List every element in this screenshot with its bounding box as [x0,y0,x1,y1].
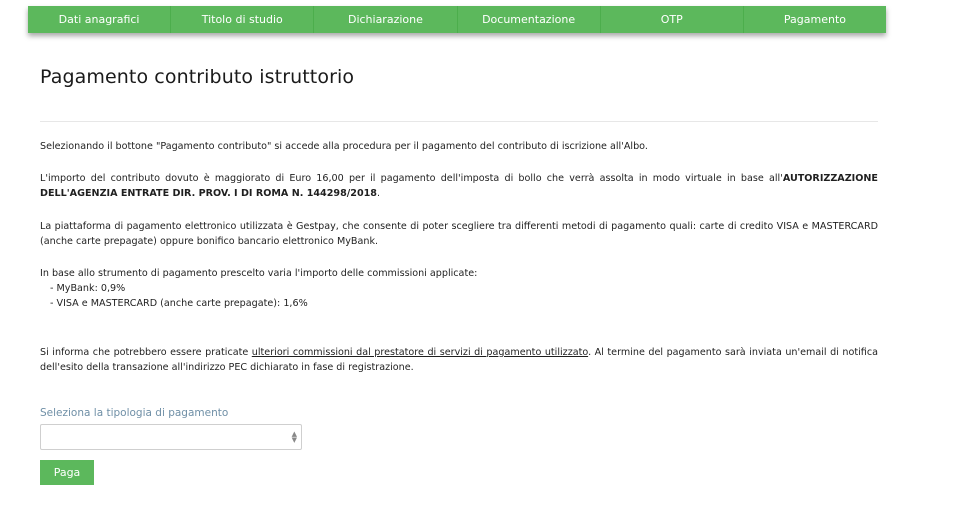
stamp-duty-paragraph [40,171,878,201]
further-fees-text: Si informa che potrebbero essere praticate [40,346,252,358]
updown-chevron-icon: ▲ ▼ [291,430,297,444]
list-item: - MyBank: 0,9% [50,283,126,295]
commissions-list [40,281,878,311]
tab-pagamento[interactable]: Pagamento [744,6,886,33]
stamp-duty-end: . [376,188,381,200]
platform-paragraph: La piattaforma di pagamento elettronico utilizzata è Gestpay, che consente di poter scegliere tra differenti metodi di pagamento quali: carte di credito VISA e MASTERCARD (anche carte prepagate) oppure bonifico bancario elettronico MyBank. [40,220,878,247]
authorization-reference: AUTORIZZAZIONE DELL'AGENZIA ENTRATE DIR. PROV. I DI ROMA N. 144298/2018 [40,173,878,200]
wizard-tabs [28,6,886,33]
payment-type-label: Seleziona la tipologia di pagamento [40,407,229,419]
tab-titolo-di-studio[interactable]: Titolo di studio [171,6,314,33]
commissions-intro: In base allo strumento di pagamento prescelto varia l'importo delle commissioni applicate: [40,268,478,280]
info-content [40,139,878,375]
stamp-duty-text: L'importo del contributo dovuto è maggiorato di Euro 16,00 per il pagamento dell'imposta di bollo che verrà assolta in modo virtuale in base all' [40,173,783,185]
divider [40,121,878,122]
pay-button[interactable]: Paga [40,460,94,485]
tab-dati-anagrafici[interactable]: Dati anagrafici [28,6,171,33]
tab-otp[interactable]: OTP [601,6,744,33]
page-title: Pagamento contributo istruttorio [40,66,355,88]
list-item: - VISA e MASTERCARD (anche carte prepagate): 1,6% [50,298,308,310]
further-fees-end: . Al termine del pagamento sarà inviata un'email di notifica dell'esito della transazione all'indirizzo PEC dichiarato in fase di registrazione. [40,346,878,373]
tab-dichiarazione[interactable]: Dichiarazione [314,6,457,33]
intro-paragraph: Selezionando il bottone "Pagamento contributo" si accede alla procedura per il pagamento del contributo di iscrizione all'Albo. [40,141,648,152]
tab-documentazione[interactable]: Documentazione [458,6,601,33]
payment-type-select[interactable] [40,424,302,450]
further-fees-link[interactable]: ulteriori commissioni dal prestatore di servizi di pagamento utilizzato [251,346,589,358]
further-fees-paragraph [40,345,878,375]
